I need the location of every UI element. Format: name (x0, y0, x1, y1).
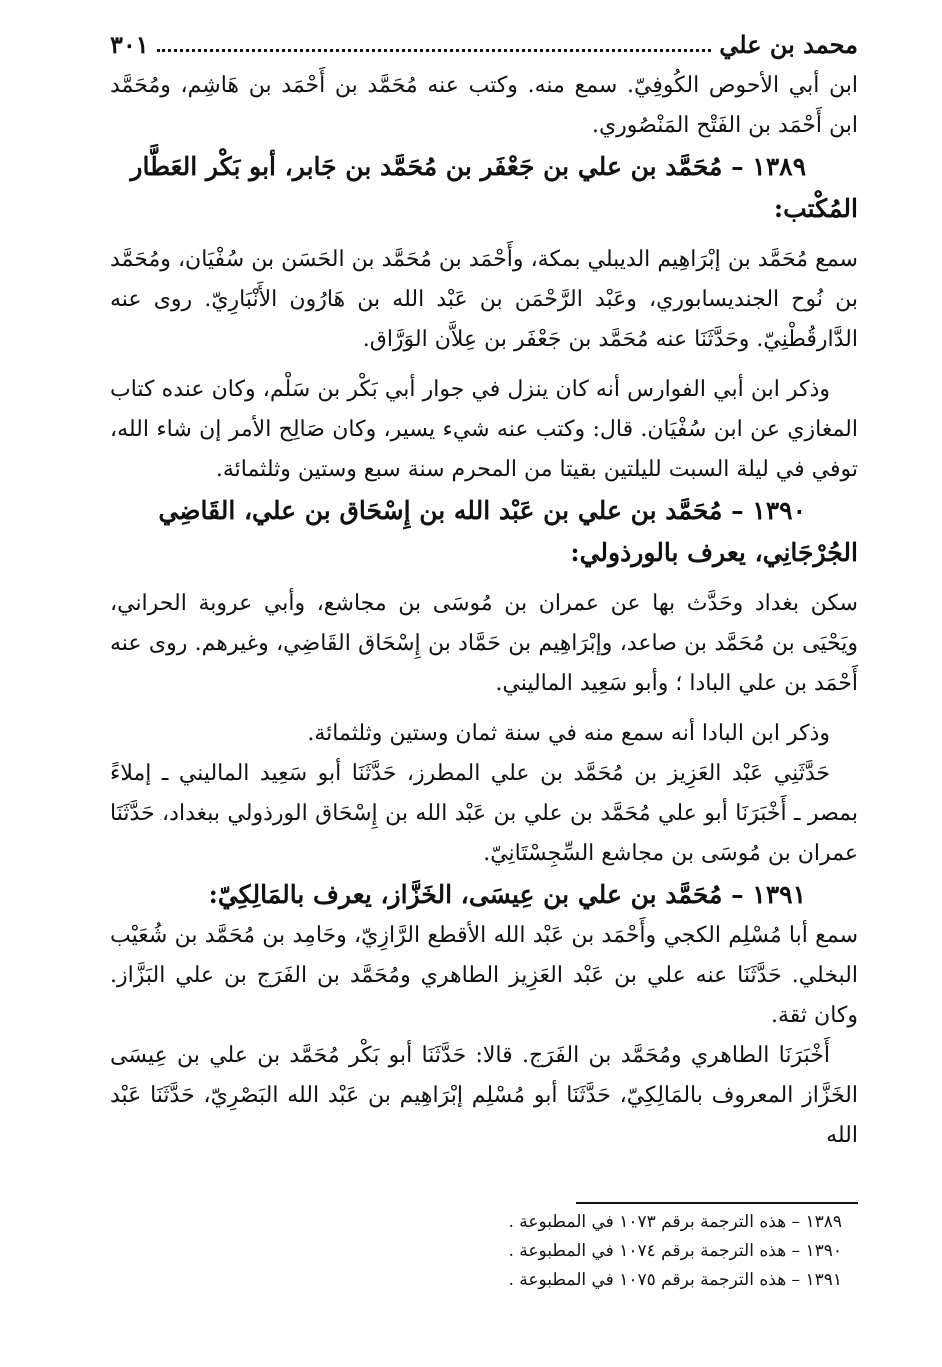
footnote-1389: ١٣٨٩ – هذه الترجمة برقم ١٠٧٣ في المطبوعة . (508, 1212, 842, 1232)
entry-heading-1389: ١٣٨٩ – مُحَمَّد بن علي بن جَعْفَر بن مُحَمَّد بن جَابر، أبو بَكْر العَطَّار المُكْتب: (130, 152, 858, 223)
running-header (110, 26, 858, 62)
entry-1390-paragraph-3: حَدَّثَنِي عَبْد العَزِيز بن مُحَمَّد بن علي المطرز، حَدَّثَنَا أبو سَعِيد الماليني ـ إملاءً بمصر ـ أَخْبَرَنَا أبو علي مُحَمَّد بن علي بن عَبْد الله بن إِسْحَاق الورذولي ببغداد، حَدَّثَنَا عمران بن مُوسَى بن مجاشع السِّجِسْتَانِيّ. (110, 761, 858, 866)
header-dot-leader (157, 37, 712, 52)
entry-1390-paragraph-2: وذكر ابن البادا أنه سمع منه في سنة ثمان وستين وثلثمائة. (307, 721, 830, 746)
entry-1389-paragraph-1: سمع مُحَمَّد بن إبْرَاهِيم الديبلي بمكة، وأَحْمَد بن مُحَمَّد بن الحَسَن بن سُفْيَان، ومُحَمَّد بن نُوح الجنديسابوري، وعَبْد الرَّحْمَن بن عَبْد الله بن هَارُون الأَنْبَارِيّ. روى عنه الدَّارقُطْنِيّ. وحَدَّثَنَا عنه مُحَمَّد بن جَعْفَر بن عِلاَّن الوَرَّاق. (110, 247, 858, 352)
header-title: محمد بن علي (719, 29, 858, 59)
footnote-1390: ١٣٩٠ – هذه الترجمة برقم ١٠٧٤ في المطبوعة . (508, 1241, 842, 1261)
main-text (110, 66, 858, 1156)
entry-heading-1390: ١٣٩٠ – مُحَمَّد بن علي بن عَبْد الله بن إِسْحَاق بن علي، القَاضِي الجُرْجَانِي، يعرف بالورذولي: (158, 496, 858, 567)
footnote-separator (576, 1202, 858, 1204)
footnote-1391: ١٣٩١ – هذه الترجمة برقم ١٠٧٥ في المطبوعة . (508, 1270, 842, 1290)
entry-1391-paragraph-2: أَخْبَرَنَا الطاهري ومُحَمَّد بن الفَرَج. قالا: حَدَّثَنَا أبو بَكْر مُحَمَّد بن علي بن عِيسَى الخَزَّاز المعروف بالمَالِكِيّ، حَدَّثَنَا أبو مُسْلِم إبْرَاهِيم بن عَبْد الله البَصْرِيّ، حَدَّثَنَا عَبْد الله (110, 1043, 858, 1148)
entry-1391-paragraph-1: سمع أبا مُسْلِم الكجي وأَحْمَد بن عَبْد الله الأقطع الرَّازِيّ، وحَامِد بن مُحَمَّد بن شُعَيْب البخلي. حَدَّثَنَا عنه علي بن عَبْد العَزِيز الطاهري ومُحَمَّد بن الفَرَج بن علي البَزَّاز. وكان ثقة. (110, 923, 858, 1028)
entry-1390-paragraph-1: سكن بغداد وحَدَّث بها عن عمران بن مُوسَى بن مجاشع، وأبي عروبة الحراني، ويَحْيَى بن مُحَمَّد بن صاعد، وإبْرَاهِيم بن حَمَّاد بن إِسْحَاق القَاضِي، وغيرهم. روى عنه أَحْمَد بن علي البادا ؛ وأبو سَعِيد الماليني. (110, 591, 858, 696)
footnotes (110, 1208, 842, 1295)
page-number: ٣٠١ (110, 29, 149, 59)
entry-heading-1391: ١٣٩١ – مُحَمَّد بن علي بن عِيسَى، الخَزَّاز، يعرف بالمَالِكِيّ: (208, 880, 806, 909)
entry-1389-paragraph-2: وذكر ابن أبي الفوارس أنه كان ينزل في جوار أبي بَكْر بن سَلْم، وكان عنده كتاب المغازي عن ابن سُفْيَان. قال: وكتب عنه شيء يسير، وكان صَالِح الأمر إن شاء الله، توفي في ليلة السبت لليلتين بقيتا من المحرم سنة سبع وستين وثلثمائة. (110, 377, 858, 482)
continued-paragraph: ابن أبي الأحوص الكُوفِيّ. سمع منه. وكتب عنه مُحَمَّد بن أَحْمَد بن هَاشِم، ومُحَمَّد ابن أَحْمَد بن الفَتْح المَنْصُوري. (110, 73, 858, 138)
